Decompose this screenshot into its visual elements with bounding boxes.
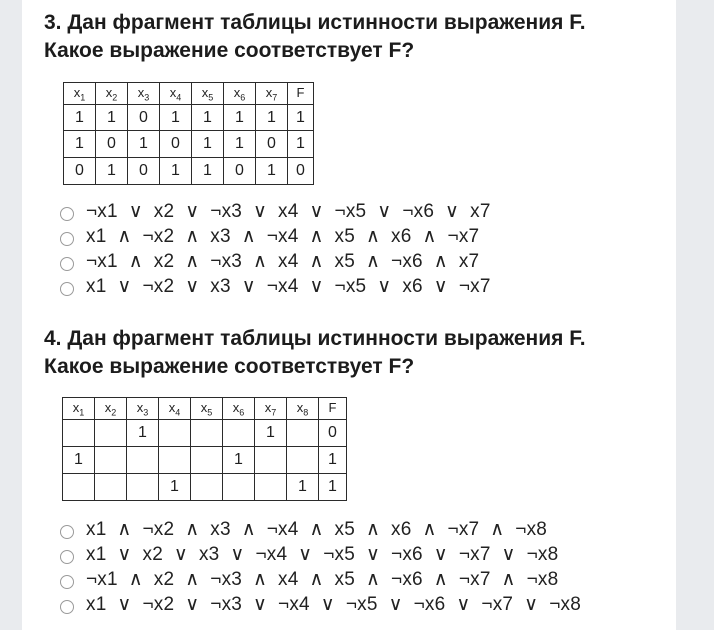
header-cell: $x_1$	[64, 83, 96, 105]
header-cell: $x_3$	[127, 398, 159, 420]
answer-option[interactable]	[60, 567, 581, 592]
table-cell	[159, 447, 191, 474]
table-cell: 0	[96, 131, 128, 158]
table-cell: 1	[224, 105, 256, 131]
radio-button[interactable]	[60, 550, 74, 564]
answer-options-4	[60, 517, 581, 617]
table-cell: 1	[287, 474, 319, 501]
header-cell: $x_7$	[255, 398, 287, 420]
answer-option-label: x1 ∨ x2 ∨ x3 ∨ ¬x4 ∨ ¬x5 ∨ ¬x6 ∨ ¬x7 ∨ ¬x8	[86, 544, 559, 565]
header-cell: $x_3$	[128, 83, 160, 105]
answer-option[interactable]	[60, 517, 581, 542]
table-cell: 1	[63, 447, 95, 474]
table-cell: 0	[64, 158, 96, 185]
radio-button[interactable]	[60, 207, 74, 221]
answer-option[interactable]	[60, 224, 491, 249]
table-cell	[223, 420, 255, 447]
radio-button[interactable]	[60, 575, 74, 589]
answer-options-3	[60, 199, 491, 299]
answer-option[interactable]	[60, 542, 581, 567]
question-3	[44, 9, 586, 65]
table-cell: 1	[256, 158, 288, 185]
answer-option[interactable]	[60, 592, 581, 617]
question-3-title-line1: 3. Дан фрагмент таблицы истинности выражения F.	[44, 11, 586, 34]
question-4-title-line1: 4. Дан фрагмент таблицы истинности выражения F.	[44, 327, 586, 350]
radio-button[interactable]	[60, 600, 74, 614]
radio-button[interactable]	[60, 282, 74, 296]
table-cell: 1	[288, 105, 314, 131]
table-cell: 0	[319, 420, 347, 447]
table-row	[64, 131, 314, 158]
question-4	[44, 325, 586, 381]
header-cell: F	[319, 398, 347, 420]
table-cell: 1	[255, 420, 287, 447]
table-cell: 1	[160, 158, 192, 185]
header-cell: $x_4$	[159, 398, 191, 420]
table-cell	[95, 447, 127, 474]
header-cell: $x_6$	[223, 398, 255, 420]
answer-option-label: x1 ∨ ¬x2 ∨ ¬x3 ∨ ¬x4 ∨ ¬x5 ∨ ¬x6 ∨ ¬x7 ∨ ¬x8	[86, 594, 581, 615]
table-row	[64, 105, 314, 131]
answer-option-label: x1 ∨ ¬x2 ∨ x3 ∨ ¬x4 ∨ ¬x5 ∨ x6 ∨ ¬x7	[86, 276, 491, 297]
header-cell: F	[288, 83, 314, 105]
table-cell: 0	[128, 105, 160, 131]
table-cell	[191, 420, 223, 447]
table-cell: 1	[160, 105, 192, 131]
table-cell: 1	[319, 474, 347, 501]
truth-table-header-row	[64, 83, 314, 105]
table-cell	[95, 420, 127, 447]
table-cell	[63, 420, 95, 447]
table-cell: 1	[224, 131, 256, 158]
table-row	[63, 447, 347, 474]
truth-table-3	[63, 82, 314, 185]
header-cell: $x_8$	[287, 398, 319, 420]
table-cell	[255, 447, 287, 474]
table-cell	[287, 447, 319, 474]
table-cell: 0	[128, 158, 160, 185]
table-cell: 1	[96, 158, 128, 185]
table-cell: 1	[223, 447, 255, 474]
table-cell: 0	[160, 131, 192, 158]
table-row	[64, 158, 314, 185]
table-cell: 0	[288, 158, 314, 185]
header-cell: $x_5$	[191, 398, 223, 420]
table-cell	[255, 474, 287, 501]
table-cell: 1	[64, 105, 96, 131]
table-cell	[287, 420, 319, 447]
table-cell: 1	[192, 131, 224, 158]
table-cell	[159, 420, 191, 447]
question-card	[22, 0, 676, 630]
table-row	[63, 474, 347, 501]
header-cell: $x_5$	[192, 83, 224, 105]
table-cell: 1	[128, 131, 160, 158]
table-cell: 1	[288, 131, 314, 158]
table-cell: 1	[319, 447, 347, 474]
header-cell: $x_4$	[160, 83, 192, 105]
truth-table-header-row	[63, 398, 347, 420]
table-cell: 0	[256, 131, 288, 158]
table-cell: 1	[192, 105, 224, 131]
table-cell: 1	[256, 105, 288, 131]
table-cell	[191, 474, 223, 501]
answer-option-label: x1 ∧ ¬x2 ∧ x3 ∧ ¬x4 ∧ x5 ∧ x6 ∧ ¬x7 ∧ ¬x8	[86, 519, 548, 540]
radio-button[interactable]	[60, 525, 74, 539]
table-cell: 1	[159, 474, 191, 501]
answer-option[interactable]	[60, 274, 491, 299]
header-cell: $x_1$	[63, 398, 95, 420]
header-cell: $x_2$	[96, 83, 128, 105]
table-cell	[63, 474, 95, 501]
table-cell	[127, 474, 159, 501]
table-cell	[223, 474, 255, 501]
header-cell: $x_2$	[95, 398, 127, 420]
answer-option-label: ¬x1 ∧ x2 ∧ ¬x3 ∧ x4 ∧ x5 ∧ ¬x6 ∧ ¬x7 ∧ ¬x8	[86, 569, 559, 590]
table-cell	[95, 474, 127, 501]
question-3-title-line2: Какое выражение соответствует F?	[44, 39, 415, 62]
radio-button[interactable]	[60, 257, 74, 271]
truth-table-4	[62, 397, 347, 501]
answer-option[interactable]	[60, 249, 491, 274]
table-cell	[127, 447, 159, 474]
radio-button[interactable]	[60, 232, 74, 246]
answer-option[interactable]	[60, 199, 491, 224]
table-cell: 1	[127, 420, 159, 447]
table-row	[63, 420, 347, 447]
header-cell: $x_6$	[224, 83, 256, 105]
answer-option-label: ¬x1 ∧ x2 ∧ ¬x3 ∧ x4 ∧ x5 ∧ ¬x6 ∧ x7	[86, 251, 480, 272]
table-cell: 1	[96, 105, 128, 131]
table-cell: 1	[192, 158, 224, 185]
answer-option-label: ¬x1 ∨ x2 ∨ ¬x3 ∨ x4 ∨ ¬x5 ∨ ¬x6 ∨ x7	[86, 201, 491, 222]
table-cell: 0	[224, 158, 256, 185]
table-cell: 1	[64, 131, 96, 158]
answer-option-label: x1 ∧ ¬x2 ∧ x3 ∧ ¬x4 ∧ x5 ∧ x6 ∧ ¬x7	[86, 226, 480, 247]
table-cell	[191, 447, 223, 474]
question-4-title-line2: Какое выражение соответствует F?	[44, 355, 415, 378]
header-cell: $x_7$	[256, 83, 288, 105]
